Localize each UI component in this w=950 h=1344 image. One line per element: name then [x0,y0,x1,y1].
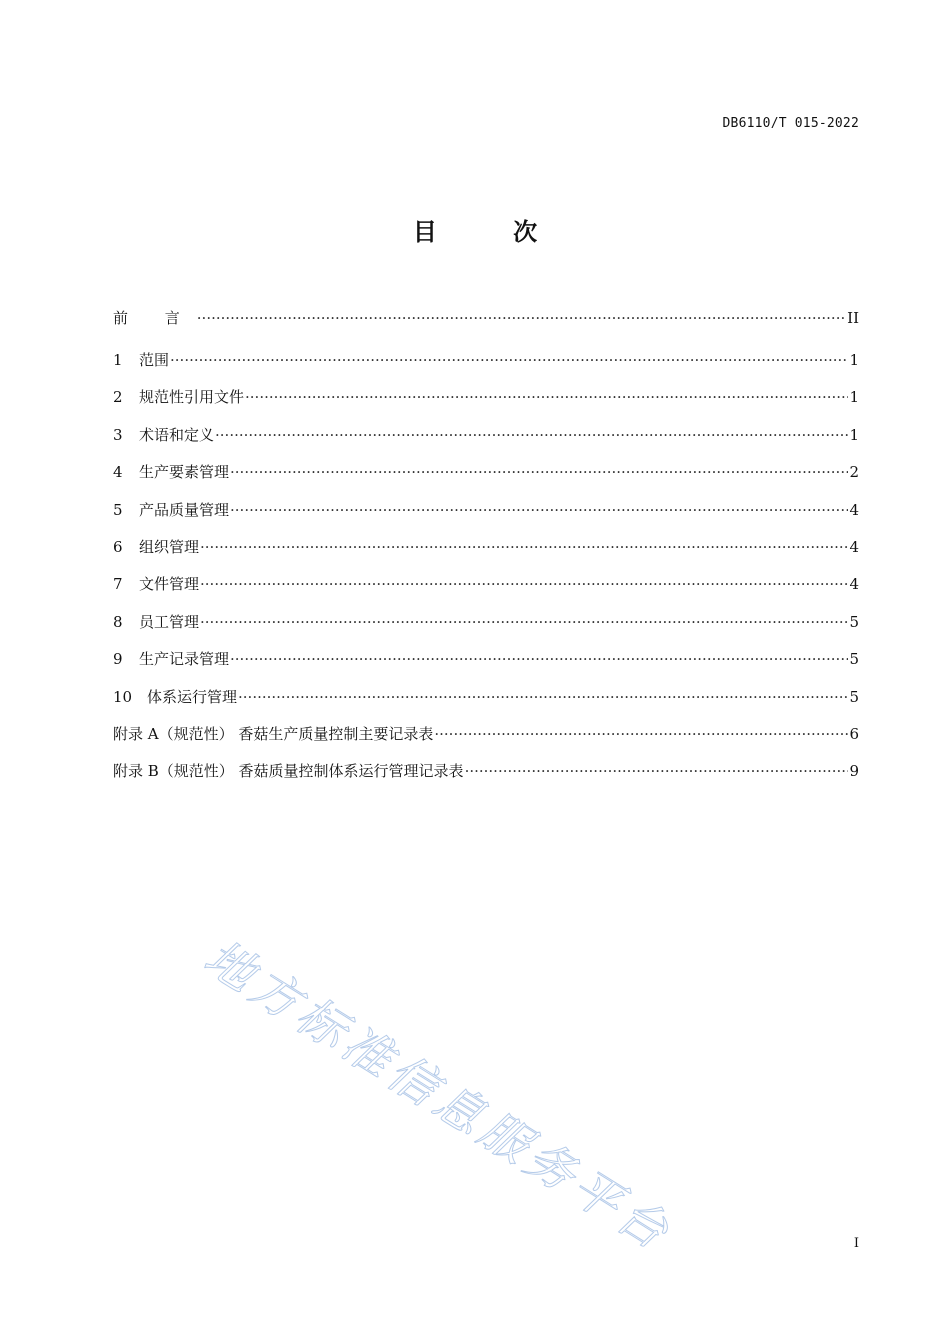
toc-item-page: 5 [849,612,859,631]
toc-item-label: 附录 A（规范性） 香菇生产质量控制主要记录表 [113,724,434,743]
toc-item-label: 体系运行管理 [147,687,238,706]
toc-item-page: 4 [849,500,859,519]
toc-item-number: 1 [113,351,123,369]
toc-item-page: 6 [849,724,859,743]
toc-dot-leader [200,573,848,595]
toc-item-page: 1 [849,388,859,407]
toc-item-page: 4 [849,575,859,594]
toc-item-label: 员工管理 [139,612,200,631]
toc-item-appendix-b[interactable] [113,760,859,797]
toc-dot-leader [170,349,848,371]
toc-item-page: 1 [849,351,859,369]
toc-item-system-operation[interactable] [113,686,859,723]
toc-item-page: 1 [849,425,859,444]
toc-dot-leader [238,686,848,708]
toc-item-page: II [847,309,859,327]
toc-dot-leader [434,723,848,745]
toc-item-label: 产品质量管理 [139,500,230,519]
toc-item-product-quality[interactable] [113,499,859,536]
table-of-contents [113,307,859,798]
toc-item-scope[interactable] [113,349,859,386]
toc-dot-leader [230,648,848,670]
toc-item-preface[interactable] [113,307,859,349]
toc-item-page: 5 [849,687,859,706]
toc-item-label: 前 言 [113,309,196,327]
toc-item-appendix-a[interactable] [113,723,859,760]
toc-item-number: 4 [113,463,123,482]
toc-dot-leader [215,424,848,446]
watermark: 地方标准信息服务平台 [194,929,683,1263]
toc-dot-leader [465,760,849,782]
toc-item-staff[interactable] [113,611,859,648]
page-number: I [853,1236,859,1251]
toc-item-number: 5 [113,500,123,519]
toc-item-organization[interactable] [113,536,859,573]
toc-dot-leader [230,499,848,521]
toc-item-page: 5 [849,650,859,669]
document-code: DB6110/T 015-2022 [722,116,859,131]
toc-item-production-factors[interactable] [113,461,859,498]
toc-dot-leader [245,386,848,408]
toc-item-terms-definitions[interactable] [113,424,859,461]
toc-item-production-records[interactable] [113,648,859,685]
toc-title: 目 次 [412,218,572,246]
toc-item-label: 附录 B（规范性） 香菇质量控制体系运行管理记录表 [113,762,464,781]
toc-item-number: 3 [113,425,123,444]
toc-dot-leader [197,307,846,329]
toc-item-label: 文件管理 [139,575,200,594]
toc-item-number: 8 [113,612,123,631]
toc-item-label: 术语和定义 [139,425,215,444]
toc-item-label: 组织管理 [139,537,200,556]
toc-dot-leader [230,461,848,483]
toc-item-page: 9 [849,762,859,781]
toc-item-label: 规范性引用文件 [139,388,245,407]
toc-dot-leader [200,536,848,558]
toc-item-number: 9 [113,650,123,669]
toc-dot-leader [200,611,848,633]
toc-item-page: 4 [849,537,859,556]
toc-item-label: 范围 [139,351,170,369]
toc-item-documents[interactable] [113,573,859,610]
toc-item-number: 6 [113,537,123,556]
toc-item-page: 2 [849,463,859,482]
toc-item-label: 生产要素管理 [139,463,230,482]
toc-item-number: 10 [113,687,133,706]
toc-item-number: 7 [113,575,123,594]
toc-item-number: 2 [113,388,123,407]
toc-item-normative-references[interactable] [113,386,859,423]
toc-item-label: 生产记录管理 [139,650,230,669]
